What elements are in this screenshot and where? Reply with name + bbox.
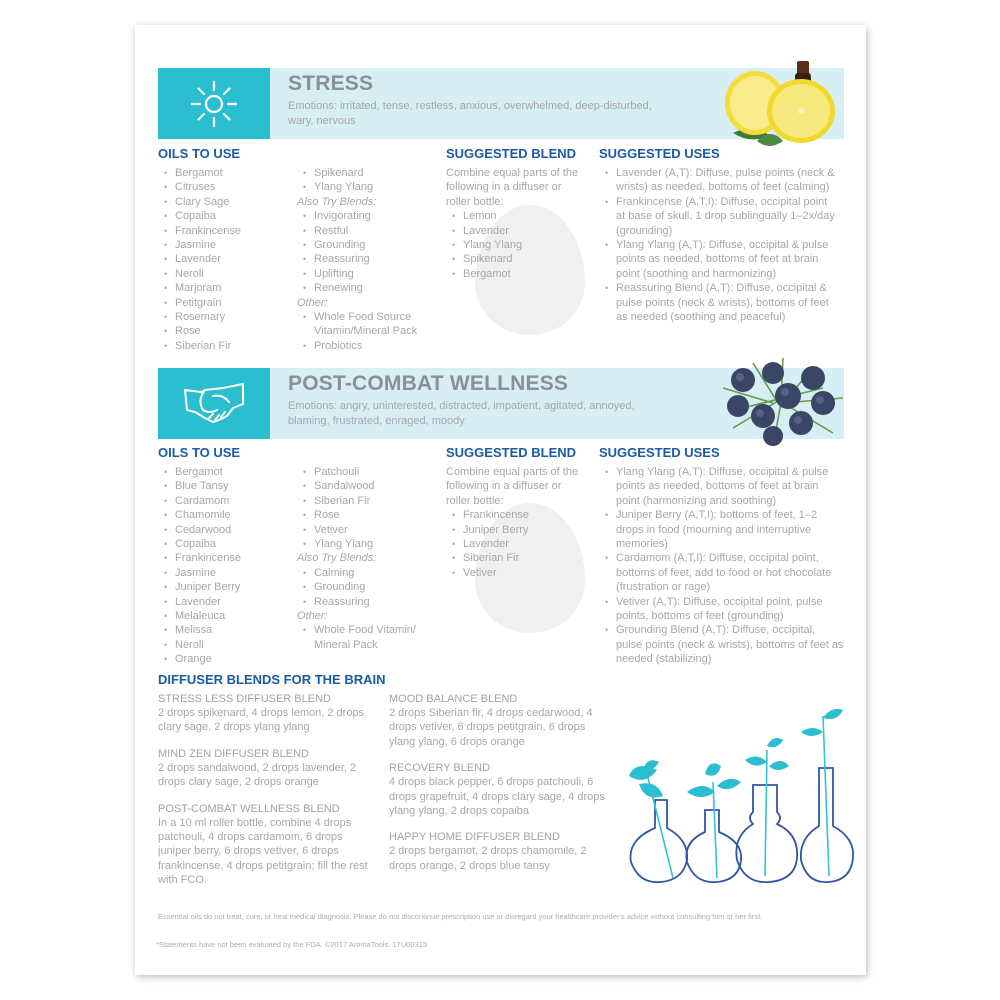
brain-heading: DIFFUSER BLENDS FOR THE BRAIN (158, 672, 386, 687)
blend-ingredient: • Lemon (446, 209, 586, 223)
oil-item: • Clary Sage (158, 195, 298, 209)
oil-item: • Rose (158, 324, 298, 338)
blend-name: MOOD BALANCE BLEND (389, 693, 518, 705)
brain-blends-left (158, 692, 373, 900)
stress-blend-heading: SUGGESTED BLEND (446, 146, 577, 161)
blend-ingredient: • Frankincense (446, 508, 586, 522)
oil-item: • Siberian Fir (297, 494, 447, 508)
oil-item: • Citruses (158, 180, 298, 194)
stress-other-list (297, 310, 427, 353)
stress-also-try-list (297, 209, 447, 295)
blend-ingredient: • Bergamot (446, 267, 586, 281)
oil-item: • Petitgrain (158, 296, 298, 310)
postcombat-icon-box (158, 368, 270, 439)
oil-item: • Jasmine (158, 238, 298, 252)
stress-oils-heading: OILS TO USE (158, 146, 241, 161)
postcombat-oils-heading: OILS TO USE (158, 445, 241, 460)
stress-title: STRESS (288, 72, 374, 95)
oil-item: • Siberian Fir (158, 339, 298, 353)
stress-emotions: Emotions: irritated, tense, restless, anxious, overwhelmed, deep-disturbed, wary, nervous (288, 100, 652, 127)
blend-recipe: In a 10 ml roller bottle, combine 4 drops patchouli, 4 drops cardamom, 6 drops juniper berry, 6 drops vetiver, 6 drops frankincense, 4 drops petitgrain; fill the rest with FCO. (158, 816, 368, 887)
oil-item: • Blue Tansy (158, 479, 298, 493)
use-item: • Frankincense (A,T,I): Diffuse, occipital point at base of skull, 1 drop sublingually 1–2x/day (grounding) (599, 195, 839, 238)
blend-item: • Calming (297, 566, 447, 580)
handshake-icon (183, 382, 245, 426)
blend-name: RECOVERY BLEND (389, 762, 491, 775)
oil-item: • Copaiba (158, 537, 298, 551)
use-item: • Lavender (A,T): Diffuse, pulse points (neck & wrists) as needed, bottoms of feet (calming) (599, 166, 839, 195)
use-item: • Reassuring Blend (A,T): Diffuse, occipital & pulse points (neck & wrists), bottoms of feet as needed (soothing and peaceful) (599, 281, 839, 324)
oil-item: • Bergamot (158, 465, 298, 479)
oil-item: • Jasmine (158, 566, 298, 580)
medical-disclaimer: Essential oils do not treat, cure, or heal medical diagnosis. Please do not discontinue prescription use or disregard your healthcare provider's advice without consulting him or her first. (158, 912, 763, 921)
juniper-berries-image (713, 358, 848, 448)
use-item: • Ylang Ylang (A,T): Diffuse, occipital & pulse points as needed, bottoms of feet at brain point (soothing and harmonizing) (599, 238, 839, 281)
postcombat-also-try-list (297, 566, 447, 609)
blend-ingredient: • Vetiver (446, 566, 586, 580)
oil-item: • Patchouli (297, 465, 447, 479)
also-try-label: Also Try Blends: (297, 195, 377, 208)
blend-ingredient: • Spikenard (446, 252, 586, 266)
oil-item: • Lavender (158, 595, 298, 609)
stress-oils-list-1 (158, 166, 298, 353)
sun-icon (188, 78, 240, 130)
oil-item: • Frankincense (158, 551, 298, 565)
oil-item: • Frankincense (158, 224, 298, 238)
stress-oils-list-2 (297, 166, 447, 195)
postcombat-blend-heading: SUGGESTED BLEND (446, 445, 577, 460)
postcombat-other-list (297, 623, 432, 652)
oil-item: • Rose (297, 508, 447, 522)
use-item: • Juniper Berry (A,T,I): bottoms of feet, 1–2 drops in food (mourning and interruptive memories) (599, 508, 844, 551)
oil-item: • Copaiba (158, 209, 298, 223)
oil-item: • Spikenard (297, 166, 447, 180)
lemon-image (713, 61, 843, 149)
oil-item: • Lavender (158, 252, 298, 266)
oil-item: • Melissa (158, 623, 298, 637)
postcombat-uses-heading: SUGGESTED USES (599, 445, 720, 460)
blend-intro: Combine equal parts of the following in a diffuser or roller bottle: (446, 167, 579, 208)
brain-blend (389, 830, 609, 873)
use-item: • Cardamom (A,T,I): Diffuse, occipital point, bottoms of feet, add to food or hot chocolate (frustration or rage) (599, 551, 844, 594)
blend-item: • Reassuring (297, 595, 447, 609)
postcombat-oils-list-2 (297, 465, 447, 551)
other-item: • Probiotics (297, 339, 427, 353)
oil-item: • Melaleuca (158, 609, 298, 623)
oil-item: • Bergamot (158, 166, 298, 180)
stress-uses-heading: SUGGESTED USES (599, 146, 720, 161)
oil-item: • Marjoram (158, 281, 298, 295)
oil-item: • Orange (158, 652, 298, 666)
use-item: • Grounding Blend (A,T): Diffuse, occipital, pulse points (neck & wrists), bottoms of feet as needed (stabilizing) (599, 623, 844, 666)
blend-recipe: 2 drops bergamot, 2 drops chamomile, 2 drops orange, 2 drops blue tansy (389, 845, 587, 872)
use-item: • Ylang Ylang (A,T): Diffuse, occipital & pulse points as needed, bottoms of feet at brain point (harmonizing and soothing) (599, 465, 844, 508)
blend-ingredient: • Siberian Fir (446, 551, 586, 565)
blend-item: • Invigorating (297, 209, 447, 223)
oil-item: • Chamomile (158, 508, 298, 522)
oil-item: • Cardamom (158, 494, 298, 508)
blend-name: STRESS LESS DIFFUSER BLEND (158, 693, 331, 705)
oil-item: • Vetiver (297, 523, 447, 537)
postcombat-blend (446, 465, 586, 580)
oil-item: • Ylang Ylang (297, 180, 447, 194)
also-try-label: Also Try Blends: (297, 552, 377, 565)
postcombat-oils-list-1 (158, 465, 298, 667)
brain-blend (158, 692, 373, 735)
blend-recipe: 2 drops sandalwood, 2 drops lavender, 2 drops clary sage, 2 drops orange (158, 761, 357, 789)
stress-blend-list (446, 209, 586, 281)
oil-item: • Neroli (158, 267, 298, 281)
brain-blend (389, 761, 609, 818)
blend-ingredient: • Ylang Ylang (446, 238, 586, 252)
blend-item: • Uplifting (297, 267, 447, 281)
use-item: • Vetiver (A,T): Diffuse, occipital point, pulse points, bottoms of feet (grounding) (599, 595, 844, 624)
oil-item: • Juniper Berry (158, 580, 298, 594)
postcombat-uses-list (599, 465, 844, 667)
brain-blend (158, 802, 373, 888)
other-item: • Whole Food Source Vitamin/Mineral Pack (297, 310, 427, 339)
stress-uses-list (599, 166, 839, 324)
brain-blend (158, 747, 373, 790)
blend-name: HAPPY HOME DIFFUSER BLEND (389, 831, 560, 844)
postcombat-title: POST-COMBAT WELLNESS (288, 372, 569, 395)
stress-blend (446, 166, 586, 281)
blend-item: • Reassuring (297, 252, 447, 266)
blend-ingredient: • Lavender (446, 224, 586, 238)
oil-item: • Ylang Ylang (297, 537, 447, 551)
stress-oils-col-2 (297, 166, 447, 353)
blend-name: MIND ZEN DIFFUSER BLEND (158, 747, 309, 760)
flasks-illustration (617, 700, 857, 890)
blend-item: • Renewing (297, 281, 447, 295)
oil-item: • Sandalwood (297, 479, 447, 493)
oil-item: • Cedarwood (158, 523, 298, 537)
oil-item: • Rosemary (158, 310, 298, 324)
brain-blend (389, 692, 609, 749)
blend-recipe: 2 drops spikenard, 4 drops lemon, 2 drops clary sage, 2 drops ylang ylang (158, 707, 365, 734)
blend-recipe: 4 drops black pepper, 6 drops patchouli, 6 drops grapefruit, 4 drops clary sage, 4 drops ylang ylang, 2 drops copaiba (389, 776, 605, 818)
handout-page (135, 25, 866, 975)
postcombat-emotions: Emotions: angry, uninterested, distracted, impatient, agitated, annoyed, blaming, frustrated, enraged, moody (288, 400, 635, 427)
stress-icon-box (158, 68, 270, 139)
oil-item: • Neroli (158, 638, 298, 652)
other-item: • Whole Food Vitamin/ Mineral Pack (297, 623, 432, 652)
other-label: Other: (297, 296, 328, 309)
blend-item: • Grounding (297, 238, 447, 252)
postcombat-blend-list (446, 508, 586, 580)
fda-statement: *Statements have not been evaluated by the FDA. ©2017 AromaTools. 17U00315 (156, 940, 428, 949)
blend-ingredient: • Juniper Berry (446, 523, 586, 537)
blend-recipe: 2 drops Siberian fir, 4 drops cedarwood, 4 drops vetiver, 6 drops petitgrain, 6 drops ylang ylang, 6 drops orange (389, 707, 593, 748)
brain-blends-right (389, 692, 609, 885)
other-label: Other: (297, 610, 328, 623)
blend-ingredient: • Lavender (446, 537, 586, 551)
blend-name: POST-COMBAT WELLNESS BLEND (158, 802, 340, 815)
blend-item: • Restful (297, 224, 447, 238)
blend-intro: Combine equal parts of the following in a diffuser or roller bottle: (446, 466, 579, 507)
postcombat-oils-col-2 (297, 465, 447, 652)
blend-item: • Grounding (297, 580, 447, 594)
